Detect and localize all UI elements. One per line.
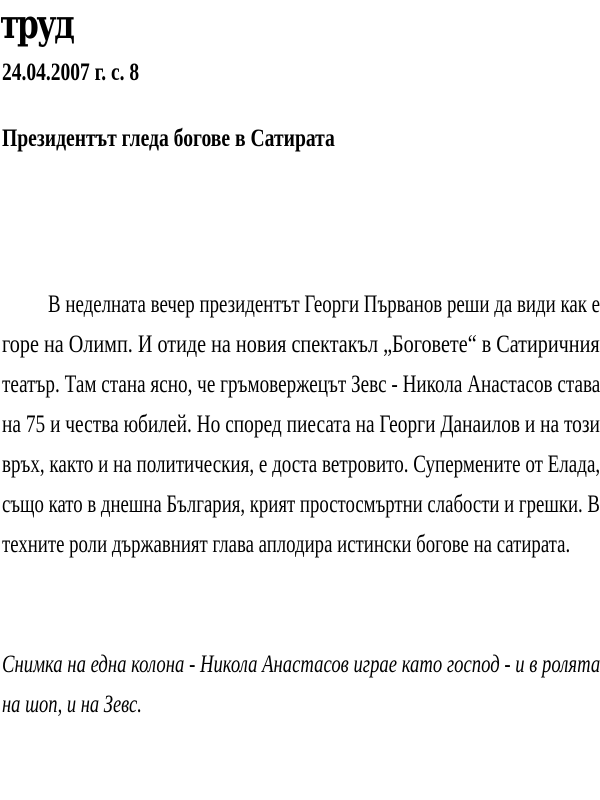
body-line: театър. Там стана ясно, че гръмовержецът Зевс - Никола Анастасов става: [2, 371, 600, 398]
article-headline: Президентът гледа богове в Сатирата: [2, 125, 335, 152]
body-line: горе на Олимп. И отиде на новия спектакъл „Боговете“ в Сатиричния: [2, 331, 600, 358]
caption-line: Снимка на една колона - Никола Анастасов играе като господ - и в ролята: [2, 651, 600, 678]
caption-line: на шоп, и на Зевс.: [2, 691, 142, 718]
body-line: връх, както и на политическия, е доста ветровито. Супермените от Елада,: [2, 451, 600, 478]
body-line: на 75 и чества юбилей. Но според пиесата на Георги Данаилов и на този: [2, 411, 600, 438]
body-line: също като в днешна България, крият простосмъртни слабости и грешки. В: [2, 491, 600, 518]
body-line: В неделната вечер президентът Георги Първанов реши да види как е: [48, 291, 600, 318]
newspaper-logo: труд: [0, 1, 73, 48]
body-line: техните роли държавният глава аплодира истински богове на сатирата.: [2, 531, 571, 558]
publication-date-page: 24.04.2007 г. с. 8: [2, 59, 140, 86]
